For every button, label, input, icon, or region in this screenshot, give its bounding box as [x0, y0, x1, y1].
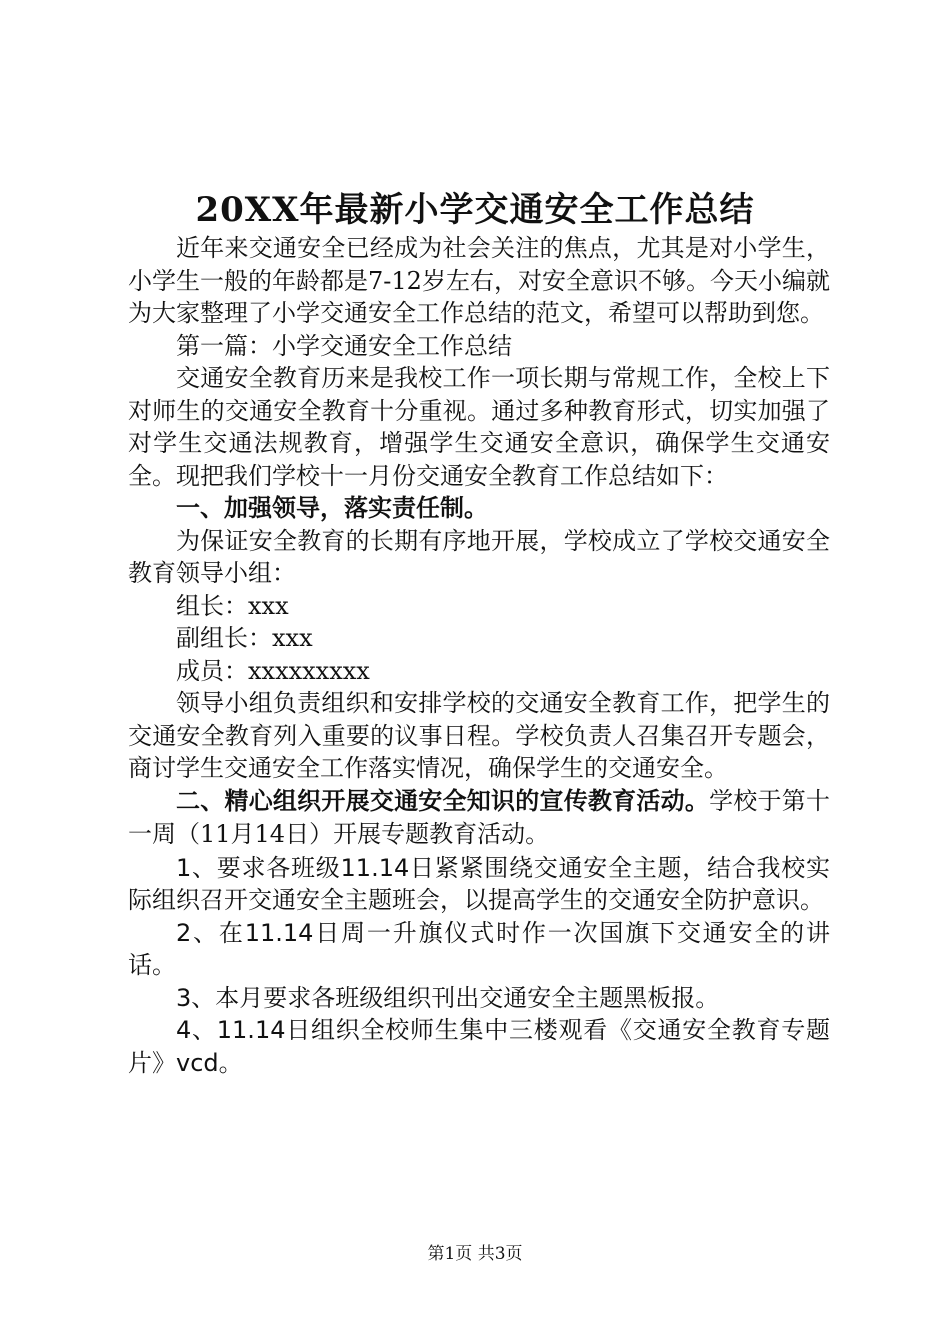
section2-paragraph: [128, 785, 830, 852]
section2-tail: 学校于第十一周（11月14日）开展专题教育活动。: [128, 786, 831, 848]
document-body: [128, 232, 830, 1079]
section2-heading: 二、精心组织开展交通安全知识的宣传教育活动。: [176, 786, 710, 815]
list-item-1: 1、要求各班级11.14日紧紧围绕交通安全主题，结合我校实际组织召开交通安全主题班会，以提高学生的交通安全防护意识。: [128, 853, 830, 914]
leader-line: 组长：xxx: [176, 591, 289, 620]
part-heading: 第一篇：小学交通安全工作总结: [176, 331, 512, 360]
list-item-4: 4、11.14日组织全校师生集中三楼观看《交通安全教育专题片》vcd。: [128, 1016, 830, 1077]
document-title: 20XX年最新小学交通安全工作总结: [195, 190, 755, 230]
overview-paragraph: 交通安全教育历来是我校工作一项长期与常规工作，全校上下对师生的交通安全教育十分重视。通过多种教育形式，切实加强了对学生交通法规教育，增强学生交通安全意识，确保学生交通安全。现把我们学校十一月份交通安全教育工作总结如下：: [128, 364, 830, 490]
list-item-3: 3、本月要求各班级组织刊出交通安全主题黑板报。: [176, 983, 720, 1012]
section1-heading: 一、加强领导，落实责任制。: [176, 494, 488, 522]
list-item-2: 2、在11.14日周一升旗仪式时作一次国旗下交通安全的讲话。: [128, 918, 830, 979]
duty-paragraph: 领导小组负责组织和安排学校的交通安全教育工作，把学生的交通安全教育列入重要的议事日程。学校负责人召集召开专题会，商讨学生交通安全工作落实情况，确保学生的交通安全。: [128, 689, 830, 782]
members-line: 成员：xxxxxxxxx: [176, 656, 370, 685]
group-paragraph: 为保证安全教育的长期有序地开展，学校成立了学校交通安全教育领导小组：: [128, 526, 830, 587]
vice-leader-line: 副组长：xxx: [176, 624, 313, 652]
page-footer: 第1页 共3页: [427, 1244, 523, 1264]
intro-paragraph: 近年来交通安全已经成为社会关注的焦点，尤其是对小学生，小学生一般的年龄都是7-12岁左右，对安全意识不够。今天小编就为大家整理了小学交通安全工作总结的范文，希望可以帮助到您。: [128, 234, 830, 327]
